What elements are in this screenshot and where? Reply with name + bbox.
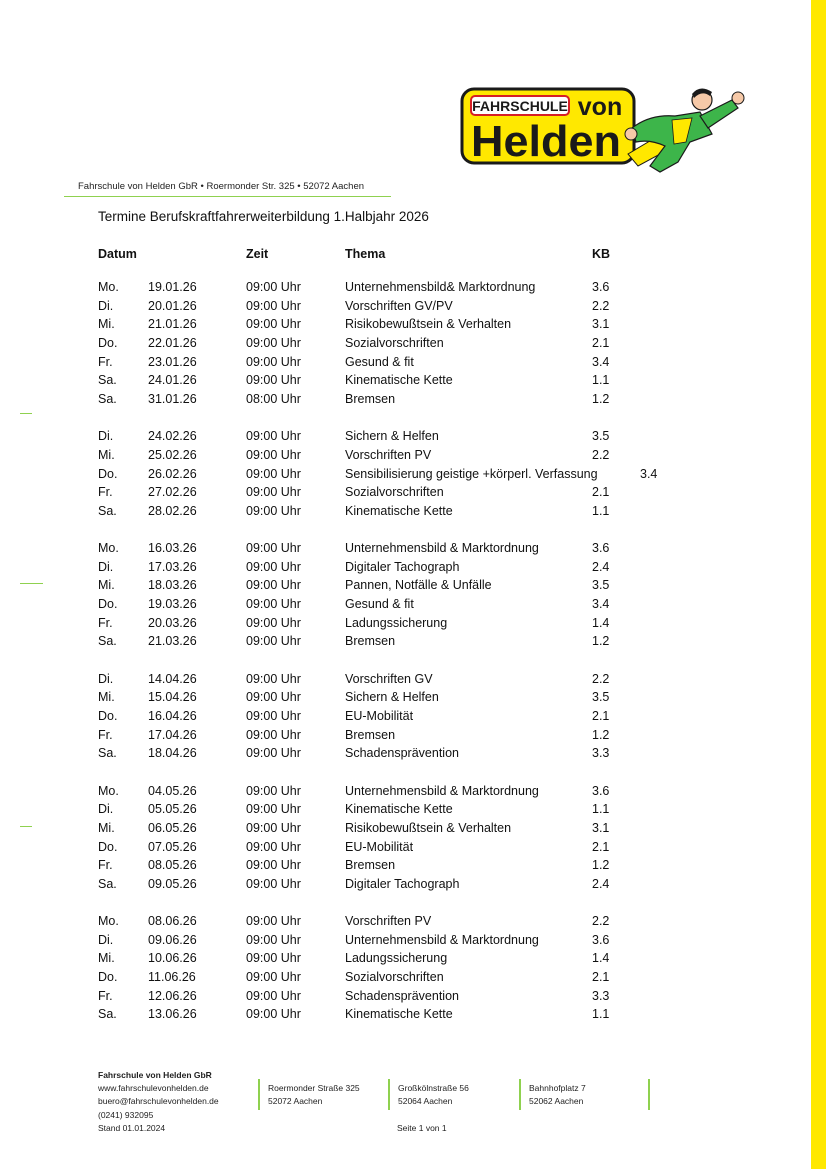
table-row (0, 634, 826, 652)
table-row (0, 448, 826, 466)
footer-email[interactable]: buero@fahrschulevonhelden.de (98, 1096, 219, 1107)
cell-topic: Kinematische Kette (345, 373, 453, 388)
cell-kb: 1.2 (592, 727, 610, 742)
cell-day: Do. (98, 597, 118, 612)
cell-day: Do. (98, 466, 118, 481)
cell-day: Mi. (98, 447, 115, 462)
logo-helden-text: Helden (471, 117, 621, 166)
table-row (0, 784, 826, 802)
cell-date: 23.01.26 (148, 354, 197, 369)
fold-mark (20, 413, 32, 414)
cell-date: 26.02.26 (148, 466, 197, 481)
cell-kb: 3.6 (592, 280, 610, 294)
cell-date: 21.03.26 (148, 634, 197, 649)
cell-topic: EU-Mobilität (345, 708, 414, 723)
cell-time: 08:00 Uhr (246, 391, 301, 406)
fahrschule-von-helden-logo (460, 84, 755, 176)
cell-day: Sa. (98, 503, 117, 518)
cell-day: Do. (98, 970, 118, 985)
cell-kb: 1.4 (592, 615, 610, 630)
table-row (0, 746, 826, 764)
cell-time: 09:00 Uhr (246, 597, 301, 612)
cell-date: 12.06.26 (148, 988, 197, 1003)
cell-kb: 3.1 (592, 820, 610, 835)
cell-topic: Bremsen (345, 391, 396, 406)
cell-date: 20.01.26 (148, 298, 197, 313)
cell-time: 09:00 Uhr (246, 615, 301, 630)
cell-kb: 2.1 (592, 970, 610, 985)
cell-topic: Gesund & fit (345, 354, 414, 369)
cell-topic: Vorschriften PV (345, 914, 432, 929)
cell-time: 09:00 Uhr (246, 914, 301, 929)
table-row (0, 373, 826, 391)
cell-kb: 3.1 (592, 317, 610, 332)
cell-day: Do. (98, 335, 118, 350)
table-row (0, 355, 826, 373)
cell-topic: Schadensprävention (345, 988, 459, 1003)
cell-time: 09:00 Uhr (246, 783, 301, 798)
cell-kb: 1.1 (592, 503, 610, 518)
cell-kb: 2.2 (592, 671, 610, 686)
cell-date: 15.04.26 (148, 690, 197, 705)
cell-date: 18.04.26 (148, 746, 197, 761)
cell-time: 09:00 Uhr (246, 280, 301, 294)
cell-day: Mi. (98, 578, 115, 593)
cell-topic: Gesund & fit (345, 597, 414, 612)
cell-kb: 3.3 (592, 746, 610, 761)
cell-day: Mo. (98, 783, 119, 798)
cell-day: Di. (98, 802, 114, 817)
cell-kb: 1.2 (592, 634, 610, 649)
cell-date: 08.06.26 (148, 914, 197, 929)
cell-day: Do. (98, 708, 118, 723)
cell-kb: 2.4 (592, 559, 610, 574)
cell-day: Sa. (98, 1007, 117, 1022)
footer-divider (388, 1079, 390, 1110)
cell-date: 09.06.26 (148, 932, 197, 947)
table-row (0, 802, 826, 820)
table-row (0, 541, 826, 559)
cell-time: 09:00 Uhr (246, 932, 301, 947)
table-row (0, 709, 826, 727)
cell-date: 16.03.26 (148, 541, 197, 556)
cell-day: Mi. (98, 820, 115, 835)
logo-von-text: von (577, 93, 623, 121)
cell-date: 19.03.26 (148, 597, 197, 612)
cell-time: 09:00 Uhr (246, 1007, 301, 1022)
cell-topic: Vorschriften GV/PV (345, 298, 453, 313)
cell-day: Sa. (98, 876, 117, 891)
cell-day: Fr. (98, 988, 113, 1003)
cell-time: 09:00 Uhr (246, 429, 301, 444)
cell-kb: 1.2 (592, 391, 610, 406)
table-row (0, 840, 826, 858)
footer-divider (258, 1079, 260, 1110)
cell-date: 05.05.26 (148, 802, 197, 817)
cell-date: 18.03.26 (148, 578, 197, 593)
table-row (0, 970, 826, 988)
cell-day: Mi. (98, 951, 115, 966)
page-number: Seite 1 von 1 (397, 1123, 447, 1133)
cell-kb: 2.4 (592, 876, 610, 891)
table-row (0, 728, 826, 746)
cell-time: 09:00 Uhr (246, 335, 301, 350)
cell-topic: Sensibilisierung geistige +körperl. Verfassung (345, 466, 598, 481)
cell-kb: 1.1 (592, 373, 610, 388)
cell-day: Fr. (98, 727, 113, 742)
cell-kb: 3.5 (592, 429, 610, 444)
cell-topic: Sichern & Helfen (345, 690, 439, 705)
cell-time: 09:00 Uhr (246, 578, 301, 593)
location-city: 52064 Aachen (398, 1096, 453, 1107)
cell-topic: Unternehmensbild & Marktordnung (345, 541, 539, 556)
cell-day: Fr. (98, 485, 113, 500)
cell-kb: 2.2 (592, 447, 610, 462)
cell-time: 09:00 Uhr (246, 820, 301, 835)
cell-topic: Bremsen (345, 727, 396, 742)
footer-location-2 (398, 1082, 469, 1108)
cell-time: 09:00 Uhr (246, 802, 301, 817)
location-street: Großkölnstraße 56 (398, 1083, 469, 1093)
table-row (0, 299, 826, 317)
cell-time: 09:00 Uhr (246, 298, 301, 313)
cell-topic: Risikobewußtsein & Verhalten (345, 820, 512, 835)
cell-date: 09.05.26 (148, 876, 197, 891)
footer-location-3 (529, 1082, 586, 1108)
cell-kb: 3.6 (592, 783, 610, 798)
cell-day: Fr. (98, 858, 113, 873)
cell-topic: Bremsen (345, 634, 396, 649)
cell-date: 21.01.26 (148, 317, 197, 332)
table-row (0, 821, 826, 839)
cell-date: 07.05.26 (148, 839, 197, 854)
cell-day: Sa. (98, 373, 117, 388)
cell-day: Fr. (98, 615, 113, 630)
column-header-datum: Datum (98, 247, 137, 261)
cell-kb: 3.3 (592, 988, 610, 1003)
cell-date: 06.05.26 (148, 820, 197, 835)
cell-day: Di. (98, 671, 114, 686)
cell-topic: Unternehmensbild & Marktordnung (345, 932, 539, 947)
cell-day: Sa. (98, 634, 117, 649)
cell-date: 11.06.26 (148, 970, 196, 985)
table-row (0, 914, 826, 932)
cell-time: 09:00 Uhr (246, 466, 301, 481)
table-row (0, 690, 826, 708)
cell-topic: Sozialvorschriften (345, 970, 444, 985)
cell-date: 17.04.26 (148, 727, 197, 742)
cell-time: 09:00 Uhr (246, 988, 301, 1003)
cell-time: 09:00 Uhr (246, 541, 301, 556)
cell-day: Mo. (98, 914, 119, 929)
cell-time: 09:00 Uhr (246, 876, 301, 891)
cell-kb: 3.6 (592, 541, 610, 556)
cell-kb: 3.6 (592, 932, 610, 947)
table-row (0, 672, 826, 690)
table-row (0, 597, 826, 615)
cell-topic: Pannen, Notfälle & Unfälle (345, 578, 492, 593)
logo-badge-text: FAHRSCHULE (472, 98, 568, 114)
cell-kb: 2.2 (592, 914, 610, 929)
cell-date: 10.06.26 (148, 951, 197, 966)
cell-day: Sa. (98, 746, 117, 761)
cell-date: 24.01.26 (148, 373, 197, 388)
cell-date: 17.03.26 (148, 559, 197, 574)
cell-day: Mo. (98, 280, 119, 294)
table-row (0, 989, 826, 1007)
cell-date: 19.01.26 (148, 280, 197, 294)
cell-topic: Unternehmensbild & Marktordnung (345, 783, 539, 798)
cell-time: 09:00 Uhr (246, 503, 301, 518)
table-row (0, 1007, 826, 1025)
cell-topic: Sozialvorschriften (345, 485, 444, 500)
cell-time: 09:00 Uhr (246, 447, 301, 462)
cell-kb: 3.5 (592, 690, 610, 705)
sender-address-line: Fahrschule von Helden GbR • Roermonder Str. 325 • 52072 Aachen (78, 181, 365, 192)
cell-topic: Ladungssicherung (345, 951, 448, 966)
cell-kb: 2.1 (592, 335, 610, 350)
table-row (0, 951, 826, 969)
table-row (0, 616, 826, 634)
cell-date: 28.02.26 (148, 503, 197, 518)
cell-topic: Unternehmensbild& Marktordnung (345, 280, 536, 294)
cell-time: 09:00 Uhr (246, 858, 301, 873)
cell-topic: Vorschriften PV (345, 447, 432, 462)
header-divider (64, 196, 391, 197)
superhero-mascot-icon (625, 88, 744, 172)
cell-topic: Sichern & Helfen (345, 429, 439, 444)
cell-date: 24.02.26 (148, 429, 197, 444)
cell-time: 09:00 Uhr (246, 839, 301, 854)
cell-kb: 2.1 (592, 839, 610, 854)
cell-kb: 2.2 (592, 298, 610, 313)
cell-time: 09:00 Uhr (246, 373, 301, 388)
cell-date: 27.02.26 (148, 485, 197, 500)
location-city: 52072 Aachen (268, 1096, 323, 1107)
cell-topic: EU-Mobilität (345, 839, 414, 854)
column-header-zeit: Zeit (246, 247, 269, 261)
cell-topic: Schadensprävention (345, 746, 459, 761)
column-header-thema: Thema (345, 247, 386, 261)
cell-topic: Digitaler Tachograph (345, 559, 460, 574)
cell-topic: Sozialvorschriften (345, 335, 444, 350)
cell-day: Di. (98, 932, 114, 947)
cell-time: 09:00 Uhr (246, 970, 301, 985)
cell-day: Mi. (98, 317, 115, 332)
cell-kb: 3.4 (592, 354, 610, 369)
table-row (0, 560, 826, 578)
cell-topic: Vorschriften GV (345, 671, 433, 686)
cell-time: 09:00 Uhr (246, 634, 301, 649)
footer-company: Fahrschule von Helden GbR (98, 1070, 212, 1080)
cell-time: 09:00 Uhr (246, 317, 301, 332)
cell-kb: 2.1 (592, 708, 610, 723)
table-row (0, 933, 826, 951)
cell-day: Do. (98, 839, 118, 854)
cell-time: 09:00 Uhr (246, 559, 301, 574)
document-title: Termine Berufskraftfahrerweiterbildung 1.Halbjahr 2026 (98, 209, 429, 224)
table-row (0, 578, 826, 596)
cell-time: 09:00 Uhr (246, 354, 301, 369)
cell-kb: 1.1 (592, 802, 610, 817)
cell-kb: 2.1 (592, 485, 610, 500)
cell-kb: 1.1 (592, 1007, 610, 1022)
footer-stand: Stand 01.01.2024 (98, 1122, 166, 1133)
cell-topic: Digitaler Tachograph (345, 876, 460, 891)
footer-location-1 (268, 1082, 360, 1108)
cell-topic: Ladungssicherung (345, 615, 448, 630)
cell-time: 09:00 Uhr (246, 485, 301, 500)
cell-topic: Bremsen (345, 858, 396, 873)
cell-day: Fr. (98, 354, 113, 369)
location-city: 52062 Aachen (529, 1096, 584, 1107)
cell-time: 09:00 Uhr (246, 671, 301, 686)
table-row (0, 336, 826, 354)
location-street: Roermonder Straße 325 (268, 1083, 360, 1093)
cell-time: 09:00 Uhr (246, 690, 301, 705)
cell-date: 20.03.26 (148, 615, 197, 630)
cell-day: Di. (98, 559, 114, 574)
cell-day: Di. (98, 298, 114, 313)
table-row (0, 429, 826, 447)
cell-date: 13.06.26 (148, 1007, 197, 1022)
column-header-kb: KB (592, 247, 611, 261)
location-street: Bahnhofplatz 7 (529, 1083, 586, 1093)
footer-contact (98, 1069, 219, 1135)
cell-kb: 1.4 (592, 951, 610, 966)
cell-kb: 1.2 (592, 858, 610, 873)
table-row (0, 317, 826, 335)
cell-day: Mi. (98, 690, 115, 705)
footer-website[interactable]: www.fahrschulevonhelden.de (98, 1083, 209, 1094)
cell-date: 16.04.26 (148, 708, 197, 723)
cell-date: 22.01.26 (148, 335, 197, 350)
cell-day: Sa. (98, 391, 117, 406)
cell-kb: 3.5 (592, 578, 610, 593)
cell-topic: Kinematische Kette (345, 503, 453, 518)
cell-topic: Kinematische Kette (345, 802, 453, 817)
cell-day: Di. (98, 429, 114, 444)
table-row (0, 504, 826, 522)
cell-topic: Risikobewußtsein & Verhalten (345, 317, 512, 332)
table-row (0, 280, 826, 298)
cell-time: 09:00 Uhr (246, 727, 301, 742)
table-row (0, 858, 826, 876)
cell-time: 09:00 Uhr (246, 708, 301, 723)
cell-date: 04.05.26 (148, 783, 197, 798)
footer-divider (648, 1079, 650, 1110)
cell-time: 09:00 Uhr (246, 951, 301, 966)
cell-time: 09:00 Uhr (246, 746, 301, 761)
footer-phone: (0241) 932095 (98, 1109, 154, 1120)
footer-divider (519, 1079, 521, 1110)
cell-date: 25.02.26 (148, 447, 197, 462)
table-row (0, 467, 826, 485)
cell-date: 14.04.26 (148, 671, 197, 686)
table-row (0, 392, 826, 410)
cell-kb: 3.4 (592, 597, 610, 612)
cell-topic: Kinematische Kette (345, 1007, 453, 1022)
cell-date: 31.01.26 (148, 391, 197, 406)
cell-day: Mo. (98, 541, 119, 556)
cell-date: 08.05.26 (148, 858, 197, 873)
table-row (0, 485, 826, 503)
table-row (0, 877, 826, 895)
cell-kb: 3.4 (640, 466, 658, 481)
